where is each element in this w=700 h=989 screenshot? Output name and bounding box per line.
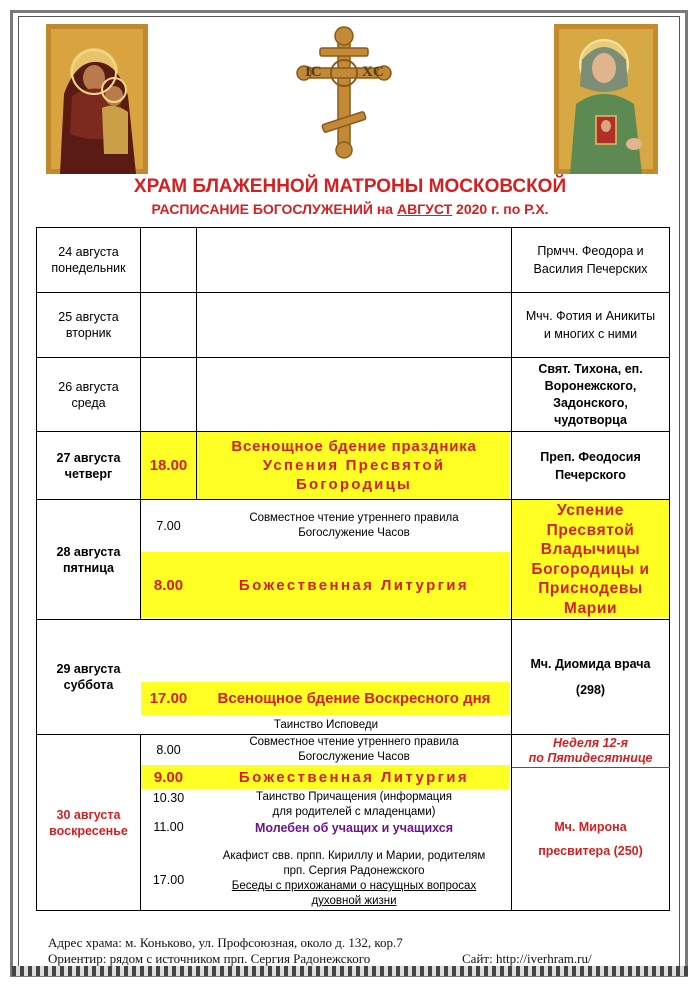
subtitle-month: АВГУСТ (396, 201, 453, 217)
day-26-saint: Свят. Тихона, еп. Воронежского, Задонского, чудотворца (538, 361, 643, 427)
subtitle-suffix: 2020 г. по Р.Х. (452, 201, 549, 217)
schedule-subtitle (0, 201, 700, 217)
day-27-date: 27 августа четверг (56, 450, 121, 481)
day-29-service-1: Всенощное бдение Воскресного дня (217, 690, 491, 707)
day-30-service-6: Беседы с прихожанами о насущных вопросах духовной жизни (231, 880, 477, 907)
saint-matrona-icon (554, 24, 658, 174)
page-frame-ornament (12, 966, 688, 976)
day-30-service-1: Совместное чтение утреннего правила Богослужение Часов (249, 736, 459, 763)
day-29-saint: Мч. Диомида врача (298) (530, 657, 651, 697)
orthodox-cross-icon (294, 22, 394, 160)
day-30-time-5: 17.00 (152, 873, 185, 887)
day-27-time: 18.00 (149, 457, 188, 474)
footer-address: Адрес храма: м. Коньково, ул. Профсоюзная, около д. 132, кор.7 (48, 935, 403, 950)
theotokos-icon (46, 24, 148, 174)
day-30-date: 30 августа воскресенье (49, 807, 128, 838)
day-25-date: 25 августа вторник (58, 310, 119, 340)
footer-landmark: Ориентир: рядом с источником прп. Сергия Радонежского (48, 951, 371, 966)
day-28-service-2: Божественная Литургия (238, 576, 470, 594)
day-24-saint: Прмчч. Феодора и Василия Печерских (533, 244, 648, 276)
day-26-date: 26 августа среда (58, 379, 119, 410)
day-30-saint: Мч. Мирона пресвитера (250) (538, 820, 643, 858)
footer-site[interactable]: Сайт: http://iverhram.ru/ (462, 951, 592, 966)
day-30-service-5: Акафист свв. прпп. Кириллу и Марии, родителям прп. Сергия Радонежского (222, 850, 486, 877)
schedule-table (36, 227, 670, 911)
day-29-date: 29 августа суббота (56, 662, 121, 692)
day-30-service-4: Молебен об учащих и учащихся (254, 821, 454, 835)
day-25-saint: Мчч. Фотия и Аникиты и многих с ними (525, 309, 656, 341)
day-30-week: Неделя 12-я по Пятидесятнице (528, 736, 653, 765)
church-title: ХРАМ БЛАЖЕННОЙ МАТРОНЫ МОСКОВСКОЙ (133, 176, 567, 197)
cross-label-left: IC (305, 64, 322, 80)
subtitle-prefix: РАСПИСАНИЕ БОГОСЛУЖЕНИЙ на (151, 201, 397, 217)
day-29-service-2: Таинство Исповеди (273, 718, 379, 731)
day-30-service-3: Таинство Причащения (информация для родителей с младенцами) (255, 791, 453, 818)
day-30-time-3: 10.30 (152, 791, 185, 805)
day-28-saint: Успение Пресвятой Владычицы Богородицы и Приснодевы Марии (531, 502, 650, 617)
day-30-time-1: 8.00 (156, 743, 181, 757)
day-28-time-2: 8.00 (153, 576, 184, 594)
day-28-service-1: Совместное чтение утреннего правила Богослужение Часов (249, 512, 459, 539)
day-30-service-2: Божественная Литургия (238, 768, 470, 786)
day-27-saint: Преп. Феодосия Печерского (540, 449, 641, 482)
day-27-service: Всенощное бдение праздника Успения Пресвятой Богородицы (231, 438, 477, 493)
day-24-date: 24 августа понедельник (51, 245, 126, 275)
day-28-time-1: 7.00 (156, 519, 181, 533)
day-30-time-2: 9.00 (153, 768, 184, 786)
day-29-time-1: 17.00 (149, 690, 188, 707)
day-28-date: 28 августа пятница (56, 544, 121, 575)
cross-label-right: XC (362, 64, 384, 80)
day-30-time-4: 11.00 (153, 820, 184, 834)
